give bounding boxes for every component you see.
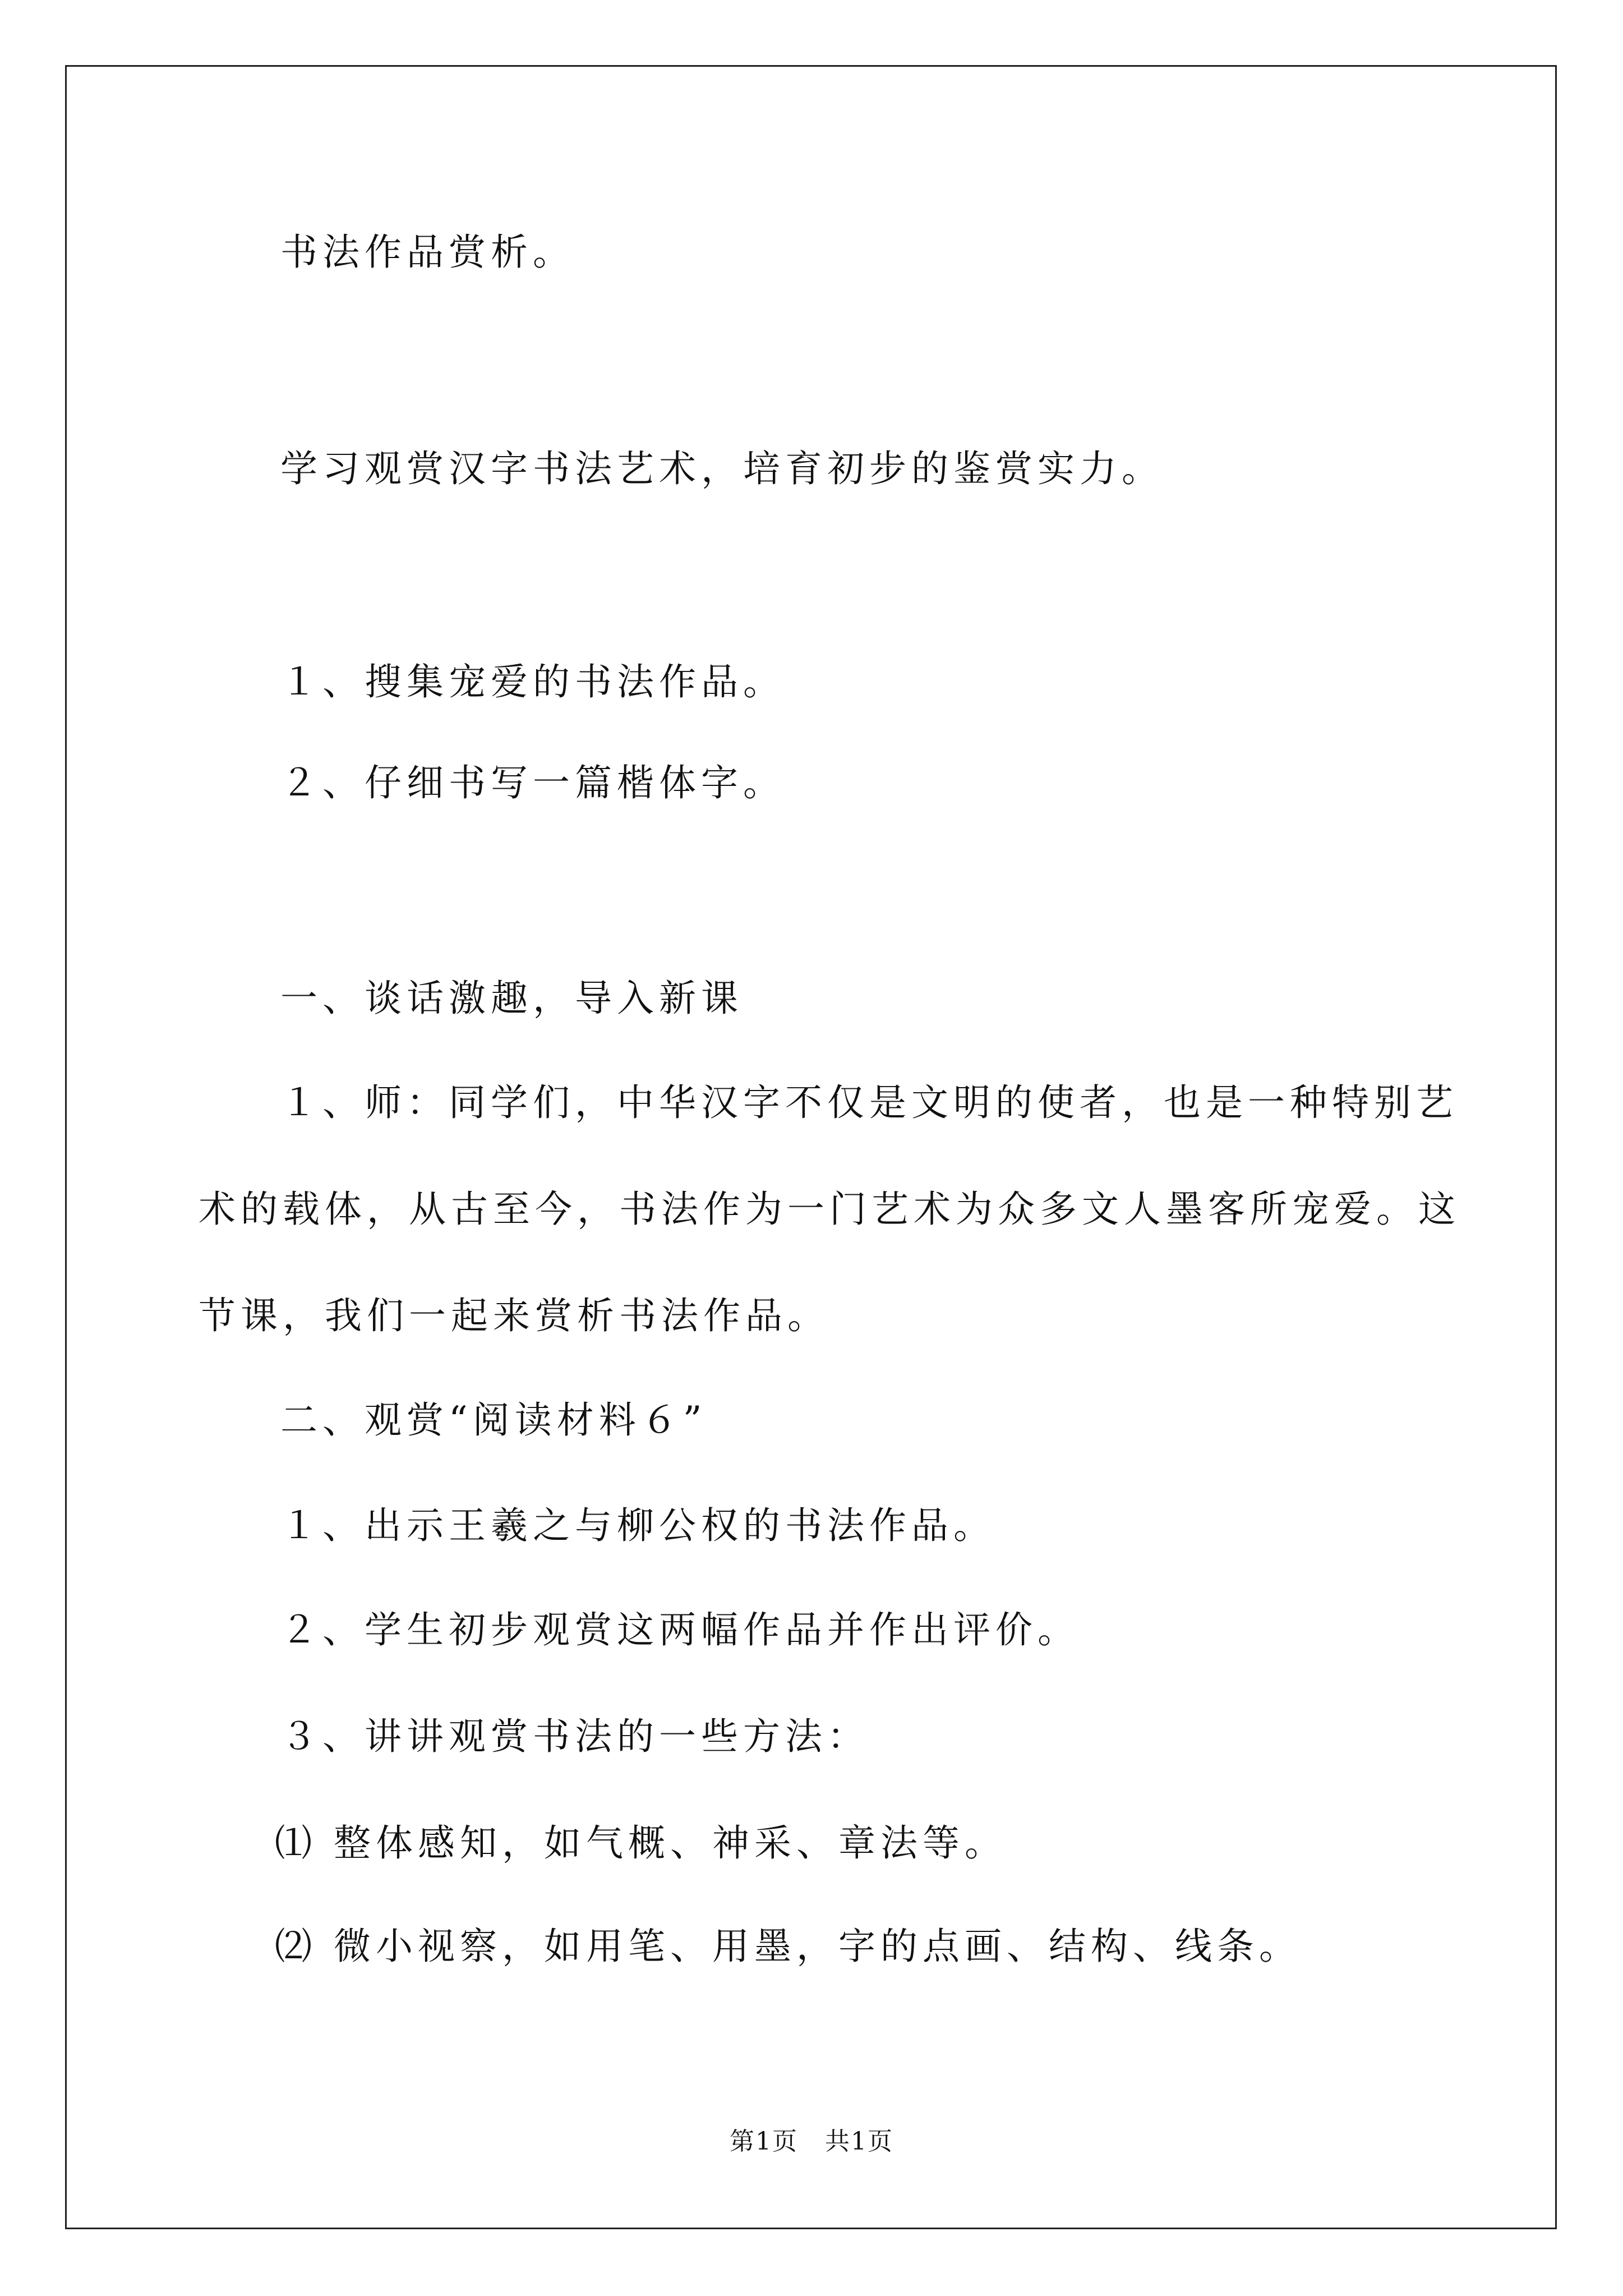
text-line-13: ⑴ 整体感知，如气概、神采、章法等。	[275, 1821, 1007, 1865]
page-border	[65, 65, 1557, 2229]
text-line-2: 学习观赏汉字书法艺术，培育初步的鉴赏实力。	[280, 447, 1164, 490]
text-line-5: 一、谈话激趣，导入新课	[280, 977, 743, 1020]
text-line-8: 节课，我们一起来赏析书法作品。	[199, 1294, 829, 1337]
text-line-14: ⑵ 微小视察，如用笔、用墨，字的点画、结构、线条。	[275, 1925, 1301, 1968]
text-line-4: ２、仔细书写一篇楷体字。	[280, 761, 785, 804]
text-line-9: 二、观赏“阅读材料６”	[280, 1398, 707, 1442]
text-line-10: １、出示王羲之与柳公权的书法作品。	[280, 1504, 995, 1547]
text-line-1: 书法作品赏析。	[280, 231, 575, 274]
text-line-6: １、师：同学们，中华汉字不仅是文明的使者，也是一种特别艺	[280, 1081, 1458, 1124]
page-footer: 第1页 共1页	[730, 2127, 893, 2156]
text-line-11: ２、学生初步观赏这两幅作品并作出评价。	[280, 1608, 1080, 1651]
text-line-3: １、搜集宠爱的书法作品。	[280, 660, 785, 703]
text-line-12: ３、讲讲观赏书法的一些方法：	[280, 1715, 869, 1758]
text-line-7: 术的载体，从古至今，书法作为一门艺术为众多文人墨客所宠爱。这	[199, 1188, 1460, 1231]
